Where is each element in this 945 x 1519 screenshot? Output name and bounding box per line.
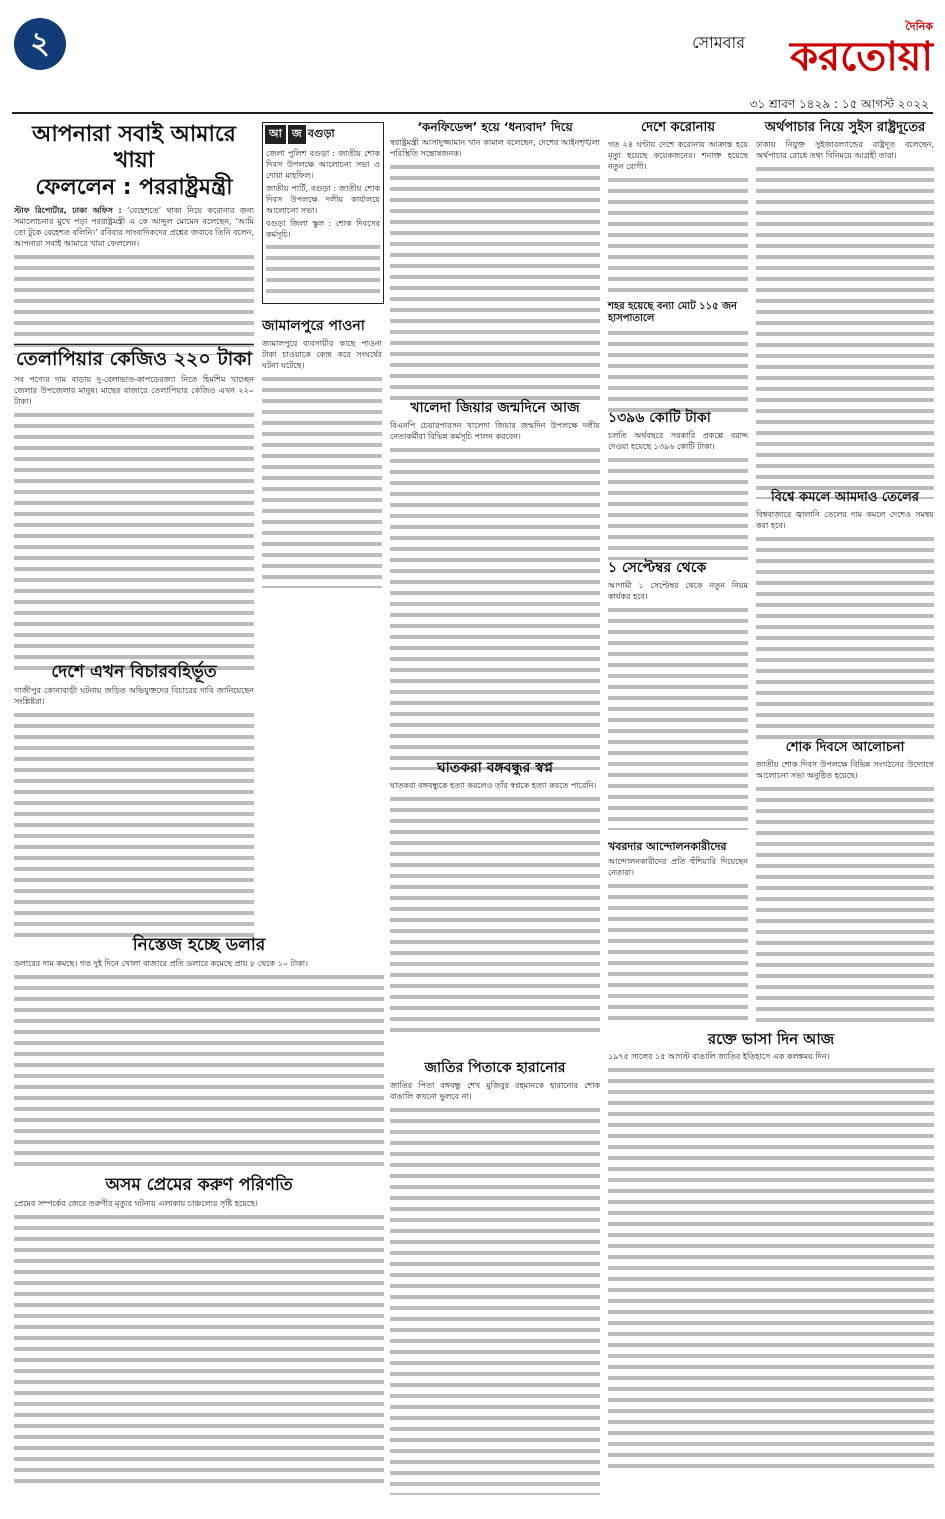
september-headline: ১ সেপ্টেম্বর থেকে [608, 560, 707, 576]
corona-body [608, 139, 748, 299]
swiss-body-text: ঢাকায় নিযুক্ত সুইজারল্যান্ডের রাষ্ট্রদূত বলেছেন, অর্থপাচার রোধে তথ্য বিনিময়ে আগ্রহী তারা। [756, 139, 934, 160]
corona-body-text: গত ২৪ ঘণ্টায় দেশে করোনায় আক্রান্ত হয়ে মৃত্যু হয়েছে কয়েকজনের। শনাক্ত হয়েছে নতুন রোগী। [608, 139, 748, 171]
crore-story [608, 410, 748, 560]
swiss-headline: অর্থপাচার নিয়ে সুইস রাষ্ট্রদূতের [764, 120, 926, 135]
september-story [608, 560, 748, 830]
romance-story [14, 1175, 384, 1498]
movement-story [608, 840, 748, 1026]
jamalpur-headline: জামালপুরে পাওনা [262, 318, 365, 334]
thanks-body [390, 137, 600, 407]
oilprice-body [756, 509, 934, 739]
lead-dateline: স্টাফ রিপোর্টার, ঢাকা অফিস : [14, 206, 122, 216]
blood-body [608, 1051, 934, 1491]
lead-body-text: ‘বেহেশতে’ থাকা নিয়ে করোনার জন্য সমালোচনার মুখে পড়া পররাষ্ট্রমন্ত্রী এ কে আব্দুল মোমেন বলেছেন, ‘আমি তো টুকে বেহেশত বলিনি।’ রবিবার সাংবাদিকদের প্রশ্নের জবাবে তিনি বলেন, আপনারা সবাই আমারে খায়া ফেললেন। [14, 206, 254, 249]
box-item: জেলা পুলিশ বগুড়া : জাতীয় শোক দিবস উপলক্ষে আলোচনা সভা ও দোয়া মাহফিল। [266, 149, 380, 180]
khaleda-story [390, 400, 600, 770]
tilapia-body-text: সব পণ্যের দাম বাড়ায় দু-বেলাভাত-কাপড়েরজ্যা নিতে হিমশিম খাচ্ছেন জেলার উপজেলার মানুষ। মাছের বাজারে তেলাপিয়ার কেজিও এখন ২২০ টাকা। [14, 374, 254, 406]
weekday-label: সোমবার [692, 33, 745, 52]
logo-big-text: করতোয়া [790, 33, 933, 80]
corona-story [608, 120, 748, 418]
jamalpur-body-text: জামালপুরে ব্যবসায়ীর কাছে পাওনা টাকা চাওয়াকে কেন্দ্র করে সংঘর্ষের ঘটনা ঘটেছে। [262, 338, 382, 370]
bangabandhu-story [390, 760, 600, 1050]
justice-body-text: গাজীপুর কোনাবাড়ী ঘটনায় জড়িত অভিযুক্তদের বিচারের দাবি জানিয়েছেন সংশ্লিষ্টরা। [14, 686, 254, 707]
corona-subhead: শহর হয়েছে বন্যা মোট ১১৫ জন হাসপাতালে [608, 300, 737, 324]
father-body-text: জাতির পিতা বঙ্গবন্ধু শেখ মুজিবুর রহমানকে হারানোর শোক বাঙালি কখনো ভুলবে না। [390, 1080, 600, 1101]
mourning-body [756, 759, 934, 1029]
khaleda-body-text: বিএনপি চেয়ারপারসন খালেদা জিয়ার জন্মদিন উপলক্ষে দলীয় নেতাকর্মীরা বিভিন্ন কর্মসূচি পালন করবেন। [390, 420, 600, 441]
oilprice-body-text: বিশ্ববাজারে জ্বালানি তেলের দাম কমলে দেশেও সমন্বয় করা হবে। [756, 509, 934, 530]
mourning-headline: শোক দিবসে আলোচনা [785, 740, 905, 755]
box-item: বগুড়া জিলা স্কুল : শোক দিবসের কর্মসূচি। [266, 219, 380, 239]
romance-headline: অসম প্রেমের করুণ পরিণতি [105, 1175, 293, 1195]
justice-story [14, 662, 254, 945]
dollar-headline: নিস্তেজ হচ্ছে ডলার [132, 935, 266, 955]
lead-headline-1: আপনারা সবাই আমারে খায়া [32, 122, 236, 174]
dollar-story [14, 935, 384, 1178]
oilprice-headline: বিশ্বে কমলে আমদাও তেলের [770, 490, 920, 505]
jamalpur-body [262, 338, 382, 588]
tilapia-headline: তেলাপিয়ার কেজিও ২২০ টাকা [15, 348, 253, 370]
tilapia-body [14, 374, 254, 674]
oilprice-story [756, 490, 934, 739]
bangabandhu-body-text: ঘাতকরা বঙ্গবন্ধুকে হত্যা করলেও তাঁর স্বপ্নকে হত্যা করতে পারেনি। [390, 780, 597, 790]
corona-body-2 [608, 328, 748, 418]
romance-body [14, 1198, 384, 1498]
romance-body-text: প্রেমের সম্পর্কের জেরে তরুণীর মৃত্যুর ঘটনায় এলাকায় চাঞ্চল্যের সৃষ্টি হয়েছে। [14, 1199, 258, 1209]
khaleda-headline: খালেদা জিয়ার জন্মদিনে আজ [410, 400, 580, 416]
corona-headline: দেশে করোনায় [641, 120, 715, 135]
september-body-text: আগামী ১ সেপ্টেম্বর থেকে নতুন নিয়ম কার্যকর হবে। [608, 580, 748, 601]
crore-body-text: চলতি অর্থবছরে সরকারি প্রকল্পে বরাদ্দ দেওয়া হয়েছে ১৩৯৬ কোটি টাকা। [608, 430, 748, 451]
movement-headline: খবরদার আন্দোলনকারীদের [608, 840, 727, 853]
box-items [263, 146, 383, 300]
swiss-story [756, 120, 934, 499]
justice-body [14, 685, 254, 945]
masthead-divider [12, 112, 933, 114]
blood-headline: রক্তে ভাসা দিন আজ [707, 1030, 835, 1048]
justice-headline: দেশে এখন বিচারবহির্ভূত [51, 662, 217, 682]
today-bogura-box [262, 122, 384, 304]
bangabandhu-body [390, 780, 600, 1050]
father-story [390, 1060, 600, 1500]
blood-story [608, 1030, 934, 1491]
page-number-badge: ২ [14, 18, 66, 70]
swiss-body [756, 139, 934, 499]
mourning-story [756, 740, 934, 1029]
newspaper-logo [753, 18, 933, 80]
dollar-body [14, 958, 384, 1178]
dollar-body-text: ডলারের দাম কমছে। গত দুই দিনে খোলা বাজারে প্রতি ডলারে কমেছে প্রায় ৮ থেকে ১০ টাকা। [14, 959, 308, 969]
father-body [390, 1080, 600, 1500]
divider [14, 344, 254, 345]
thanks-story [390, 120, 600, 407]
logo-small-text: দৈনিক [905, 20, 933, 33]
mourning-body-text: জাতীয় শোক দিবস উপলক্ষে বিভিন্ন সংগঠনের উদ্যোগে আলোচনা সভা অনুষ্ঠিত হয়েছে। [756, 759, 934, 780]
movement-body [608, 856, 748, 1026]
jamalpur-story [262, 318, 382, 588]
box-item: জাতীয় পার্টি, বগুড়া : জাতীয় শোক দিবস উপলক্ষে দলীয় কার্যালয়ে আলোচনা সভা। [266, 184, 380, 215]
movement-body-text: আন্দোলনকারীদের প্রতি হুঁশিয়ারি দিয়েছেন নেতারা। [608, 857, 748, 878]
lead-headline-2: ফেললেন : পররাষ্ট্রমন্ত্রী [35, 174, 233, 200]
father-headline: জাতির পিতাকে হারানোর [424, 1060, 566, 1076]
september-body [608, 580, 748, 830]
blood-body-text: ১৯৭৫ সালের ১৫ আগস্ট বাঙালি জাতির ইতিহাসে এক কলঙ্কময় দিন। [608, 1052, 830, 1061]
khaleda-body [390, 420, 600, 770]
box-title: বগুড়া [307, 127, 335, 140]
crore-body [608, 430, 748, 560]
tilapia-story [14, 348, 254, 674]
thanks-headline: ‘কনফিডেন্স’ হয়ে ‘ধন্যবাদ’ দিয়ে [417, 120, 573, 134]
lead-story [14, 122, 254, 355]
bangabandhu-headline: ঘাতকরা বঙ্গবন্ধুর স্বপ্ন [437, 760, 553, 776]
issue-date: ৩১ শ্রাবণ ১৪২৯ : ১৫ আগস্ট ২০২২ [749, 97, 929, 111]
crore-headline: ১৩৯৬ কোটি টাকা [608, 410, 711, 426]
box-tag-1: আ [265, 125, 286, 144]
thanks-body-text: স্বরাষ্ট্রমন্ত্রী আসাদুজ্জামান খান কামাল বলেছেন, দেশের আইনশৃঙ্খলা পরিস্থিতি সন্তোষজনক। [390, 138, 600, 159]
lead-body [14, 205, 254, 355]
box-tag-2: জ [288, 125, 306, 144]
